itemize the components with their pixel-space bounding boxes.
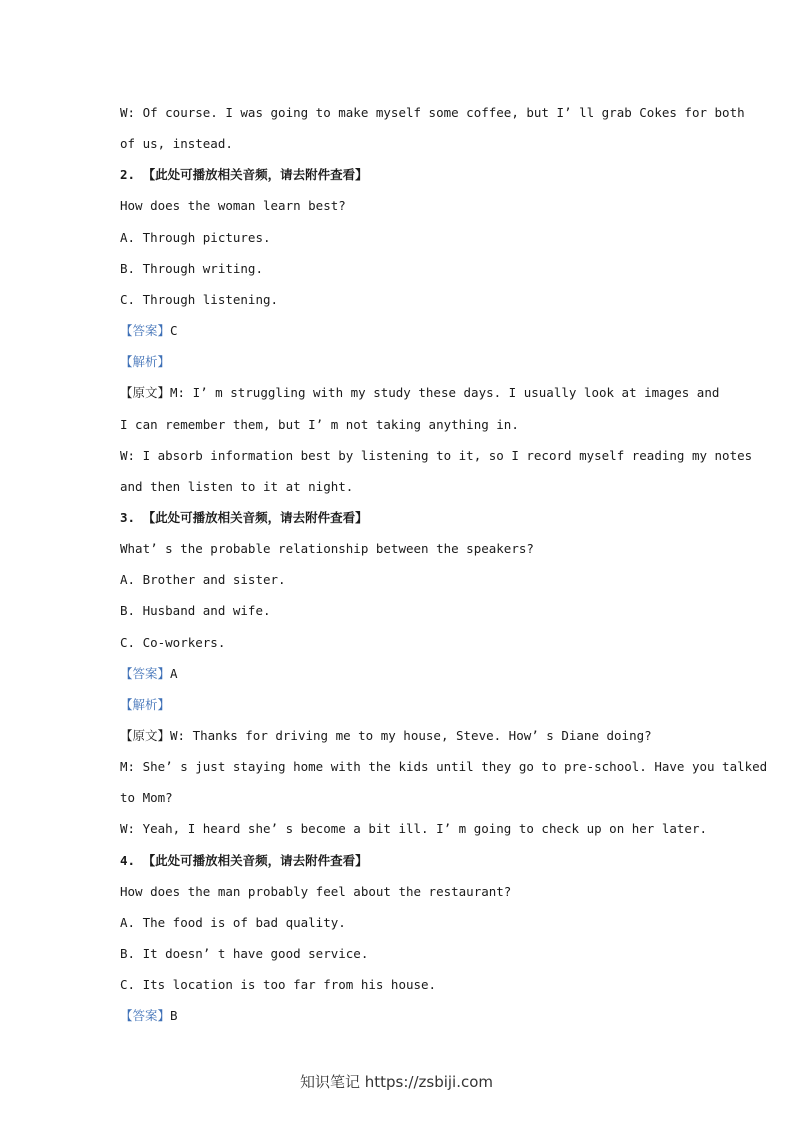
line-text: How does the woman learn best?: [120, 198, 346, 213]
audio-notice: 【此处可播放相关音频，请去附件查看】: [142, 853, 368, 868]
line-text: What’ s the probable relationship between the speakers?: [120, 541, 534, 556]
line-text: A. Through pictures.: [120, 230, 271, 245]
line-text: to Mom?: [120, 790, 173, 805]
question-number: 4.: [120, 853, 136, 868]
text-line: [120, 821, 707, 837]
line-text: B. Through writing.: [120, 261, 263, 276]
line-text: C. Through listening.: [120, 292, 279, 307]
analysis-tag: 【解析】: [120, 697, 171, 712]
question-header: [120, 510, 680, 526]
question-header: [120, 167, 680, 183]
line-text: I can remember them, but I’ m not taking anything in.: [120, 417, 519, 432]
line-text: W: Yeah, I heard she’ s become a bit ill. I’ m going to check up on her later.: [120, 821, 707, 836]
line-text: A. Brother and sister.: [120, 572, 286, 587]
text-line: [120, 105, 745, 121]
answer-line: [120, 323, 680, 339]
analysis-line: [120, 354, 680, 370]
transcript-text: W: Thanks for driving me to my house, Steve. How’ s Diane doing?: [170, 728, 652, 743]
line-text: B. Husband and wife.: [120, 603, 271, 618]
line-text: A. The food is of bad quality.: [120, 915, 346, 930]
line-text: W: I absorb information best by listening to it, so I record myself reading my notes: [120, 448, 753, 463]
audio-notice: 【此处可播放相关音频，请去附件查看】: [142, 167, 368, 182]
answer-line: [120, 1008, 680, 1024]
answer-tag: 【答案】: [120, 666, 171, 681]
text-line: [120, 541, 680, 557]
audio-notice: 【此处可播放相关音频，请去附件查看】: [142, 510, 368, 525]
text-line: [120, 884, 680, 900]
question-header: [120, 853, 680, 869]
text-line: [120, 915, 680, 931]
text-line: [120, 572, 680, 588]
text-line: [120, 479, 680, 495]
transcript-tag: 【原文】: [120, 728, 171, 743]
line-text: B. It doesn’ t have good service.: [120, 946, 369, 961]
text-line: [120, 603, 680, 619]
text-line: [120, 292, 680, 308]
answer-tag: 【答案】: [120, 323, 171, 338]
text-line: [120, 136, 680, 152]
text-line: [120, 448, 753, 464]
answer-line: [120, 666, 680, 682]
line-text: M: She’ s just staying home with the kids until they go to pre-school. Have you talked: [120, 759, 768, 774]
transcript-tag: 【原文】: [120, 385, 171, 400]
text-line: [120, 977, 680, 993]
transcript-line: [120, 728, 680, 744]
analysis-line: [120, 697, 680, 713]
answer-value: A: [170, 666, 178, 681]
text-line: [120, 198, 680, 214]
footer-watermark: 知识笔记 https://zsbiji.com: [299, 1073, 494, 1091]
answer-value: B: [170, 1008, 178, 1023]
answer-tag: 【答案】: [120, 1008, 171, 1023]
answer-value: C: [170, 323, 178, 338]
text-line: [120, 417, 680, 433]
line-text: W: Of course. I was going to make myself some coffee, but I’ ll grab Cokes for both: [120, 105, 745, 120]
analysis-tag: 【解析】: [120, 354, 171, 369]
text-line: [120, 946, 680, 962]
line-text: How does the man probably feel about the restaurant?: [120, 884, 512, 899]
text-line: [120, 759, 768, 775]
transcript-line: [120, 385, 720, 401]
line-text: C. Co-workers.: [120, 635, 226, 650]
transcript-text: M: I’ m struggling with my study these days. I usually look at images and: [170, 385, 720, 400]
question-number: 2.: [120, 167, 136, 182]
line-text: of us, instead.: [120, 136, 233, 151]
line-text: and then listen to it at night.: [120, 479, 354, 494]
text-line: [120, 230, 680, 246]
text-line: [120, 790, 680, 806]
line-text: C. Its location is too far from his house.: [120, 977, 437, 992]
text-line: [120, 635, 680, 651]
text-line: [120, 261, 680, 277]
question-number: 3.: [120, 510, 136, 525]
